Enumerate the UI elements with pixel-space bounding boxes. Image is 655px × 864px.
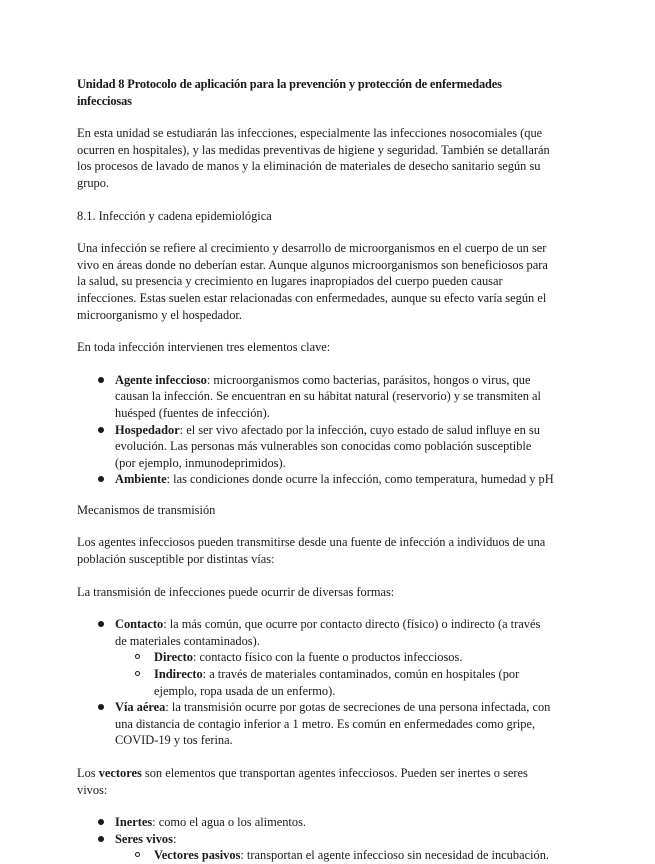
- section-heading: 8.1. Infección y cadena epidemiológica: [77, 208, 272, 223]
- mechanisms-intro: Los agentes infecciosos pueden transmitirse desde una fuente de infección a individuos de una población susceptible por distintas vías:: [77, 535, 546, 567]
- list-item-term: Inertes: [115, 815, 153, 830]
- list-item-text: : las condiciones donde ocurre la infección, como temperatura, humedad y pH: [166, 472, 554, 487]
- list-item: [77, 831, 555, 848]
- list-item-text: : el ser vivo afectado por la infección, cuyo estado de salud influye en su evolución. Las personas más vulnerables son conocidas como población susceptible (por ejemplo, inmunodeprimidos).: [115, 422, 540, 470]
- list-item-text: : microorganismos como bacterias, parásitos, hongos o virus, que causan la infección. Se encuentran en su hábitat natural (reservorio) y se transmiten al huésped (fuentes de infección).: [115, 372, 541, 420]
- document-page: [77, 76, 555, 864]
- document-title: Unidad 8 Protocolo de aplicación para la prevención y protección de enfermedades infecciosas: [77, 77, 502, 108]
- list-item-term: Seres vivos: [115, 831, 173, 846]
- list-item: [77, 372, 555, 422]
- list-item-term: Directo: [154, 650, 193, 665]
- list-item-text: : la más común, que ocurre por contacto directo (físico) o indirecto (a través de materiales contaminados).: [115, 617, 541, 648]
- list-item-term: Hospedador: [115, 422, 180, 437]
- list-item: [77, 699, 555, 749]
- list-item-term: Vectores pasivos: [154, 848, 241, 863]
- definition-paragraph: Una infección se refiere al crecimiento y desarrollo de microorganismos en el cuerpo de un ser vivo en áreas donde no deberían estar. Aunque algunos microorganismos son beneficiosos para la salud, su presencia y crecimiento en lugares inapropiados del cuerpo pueden causar infecciones. Estas suelen estar relacionadas con enfermedades, aunque su efecto varía según el microorganismo y el hospedador.: [77, 241, 548, 322]
- list-item-text: : contacto físico con la fuente o productos infecciosos.: [193, 650, 463, 665]
- list-item-text: : transportan el agente infeccioso sin necesidad de incubación.: [240, 848, 550, 863]
- vectors-term: vectores: [98, 766, 142, 780]
- vectors-intro: [77, 765, 555, 798]
- list-item: [77, 616, 555, 649]
- list-item-text: : la transmisión ocurre por gotas de secreciones de una persona infectada, con una distancia de contagio inferior a 1 metro. Es común en enfermedades como gripe, COVID-19 y tos ferina.: [115, 700, 551, 748]
- list-item: [77, 422, 555, 472]
- forms-intro: La transmisión de infecciones puede ocurrir de diversas formas:: [77, 584, 395, 599]
- list-item-text: :: [172, 831, 177, 846]
- vectors-intro-post: son elementos que transportan agentes infecciosos. Pueden ser inertes o seres vivos:: [77, 766, 528, 797]
- list-item: [77, 814, 555, 831]
- vectors-list: [77, 814, 555, 864]
- mechanisms-heading: Mecanismos de transmisión: [77, 502, 216, 517]
- elements-intro: En toda infección intervienen tres elementos clave:: [77, 340, 331, 355]
- sub-list-item: [77, 847, 555, 864]
- list-item-text: : como el agua o los alimentos.: [152, 815, 306, 830]
- list-item-text: : a través de materiales contaminados, común en hospitales (por ejemplo, ropa usada de un enfermo).: [154, 667, 520, 698]
- sub-list-item: [77, 649, 555, 666]
- forms-list: [77, 616, 555, 749]
- elements-list: [77, 372, 555, 488]
- list-item-term: Contacto: [115, 617, 164, 632]
- vectors-intro-pre: Los: [77, 766, 99, 780]
- list-item: [77, 471, 555, 488]
- list-item-term: Ambiente: [115, 472, 167, 487]
- list-item-term: Indirecto: [154, 667, 203, 682]
- list-item-term: Vía aérea: [115, 700, 166, 715]
- intro-paragraph: En esta unidad se estudiarán las infecciones, especialmente las infecciones nosocomiales (que ocurren en hospitales), y las medidas preventivas de higiene y seguridad. También se detallarán los procesos de lavado de manos y la eliminación de materiales de desecho sanitario según su grupo.: [77, 126, 550, 190]
- list-item-term: Agente infeccioso: [115, 372, 207, 387]
- sub-list-item: [77, 666, 555, 699]
